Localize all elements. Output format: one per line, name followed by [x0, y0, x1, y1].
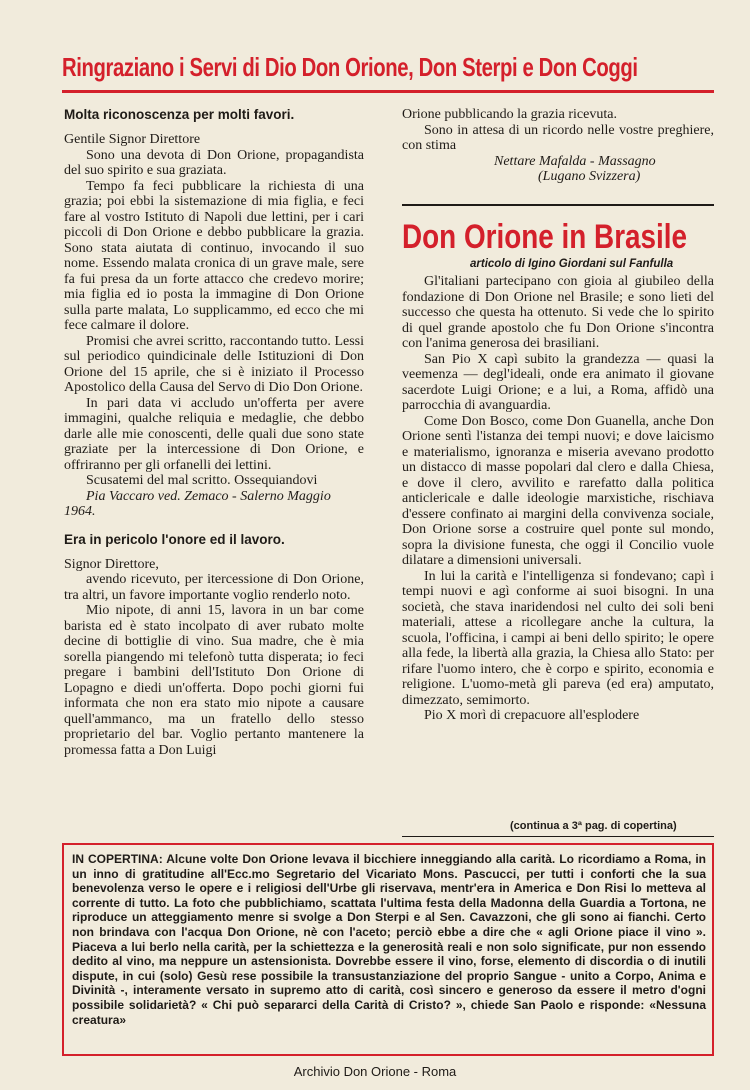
letter1-heading: Molta riconoscenza per molti favori. [64, 107, 295, 122]
letter2-salutation: Signor Direttore, [64, 556, 159, 572]
article-paragraph: In lui la carità e l'intelligenza si fondevano; capì i tempi nuovi e agì conforme ai suoi bisogni. In una società, che stava inaridendosi nel culto dei soli beni materiali, attese a ricollegare anche la cultura, la scuola, l'officina, i campi ai beni dello spirito; le opere alla fede, la libertà alla grazia, la Chiesa allo Stato: per rifare l'uomo intero, che è corpo e spirito, economia e religione. L'uomo-metà gli pareva (ed era) amputato, dimezzato, semimorto. [402, 568, 714, 708]
section-divider [402, 204, 714, 206]
cover-caption-text: Alcune volte Don Orione levava il bicchiere inneggiando alla carità. Lo ricordiamo a Roma, in un inno di gratitudine all'Ecc.mo Segretario del Vicariato Mons. Pascucci, per tutti i conforti che la sua benevolenza verso le opere e i religiosi dell'Urbe gli riservava, mentr'era in America e Don Risi lo metteva al corrente di tutto. La foto che pubblichiamo, scattata l'ultima festa della Madonna della Guardia a Tortona, ne riproduce un atteggiamento menre si svolge a Don Sterpi e al Sen. Cavazzoni, che gli sono ai fianchi. Certo non brindava con l'acqua Don Orione, nè con l'aceto; perciò ebbe a dire che « agli Orione piace il vino ». Piaceva a lui berlo nella carità, per la schiettezza e la generosità reali e non solo significate, pur non essendo dedito al vino, ma neppure un astensionista. Dovrebbe essere il vino, forse, elemento di discordia o di inutili dispute, in cui (solo) Gesù rese possibile la transustanziazione del proprio Sangue - unito a Corpo, Anima e Divinità -, interamente versato in supremo atto di carità, così sincero e generoso da essere il metro d'ogni possibile solidarietà? « Chi può separarci della Carità di Cristo? », chiede San Paolo e risponde: «Nessuna creatura» [72, 852, 707, 1027]
archive-footer: Archivio Don Orione - Roma [293, 1064, 457, 1079]
article-body [402, 274, 714, 724]
letter1-paragraph: Scusatemi del mal scritto. Ossequiandovi [86, 473, 318, 488]
article-paragraph: Come Don Bosco, come Don Guanella, anche Don Orione sentì l'istanza dei tempi nuovi; e dove laicismo e materialismo, ignoranza e miseria avevano prodotto un distacco di masse popolari dal clero e dalla Chiesa, e dove il clero, avvilito e rarefatto dalla politica anticlericale e dalle ideologie marxistiche, rischiava d'essere confinato ai margini della convivenza sociale, Don Orione sorse a costruire quel ponte sul mondo, sopra la divisione funesta, che oggi il Concilio vuole dilatare a dimensioni universali. [402, 413, 714, 568]
article-paragraph: San Pio X capì subito la grandezza — quasi la veemenza — degl'ideali, onde era animato il giovane sacerdote Luigi Orione; e a lui, a Roma, affidò una parrocchia di avanguardia. [402, 351, 714, 413]
cover-caption-label: IN COPERTINA: [72, 852, 163, 866]
article-title: Don Orione in Brasile [402, 218, 688, 256]
letter1-signature: Pia Vaccaro ved. Zemaco - Salerno Maggio 1964. [64, 488, 331, 519]
left-column [64, 107, 364, 758]
article-paragraph: Pio X morì di crepacuore all'esplodere [424, 708, 640, 723]
letter1-paragraph: Promisi che avrei scritto, raccontando tutto. Lessi sul periodico quindicinale delle Istituzioni di Don Orione del 15 aprile, che si è iniziato il Processo Apostolico della Causa del Servo di Dio Don Orione. [64, 333, 364, 395]
letter2-signature-name: Nettare Mafalda - Massagno [494, 153, 656, 169]
letter2-paragraph: Mio nipote, di anni 15, lavora in un bar come barista ed è stato incolpato di aver rubato molte decine di bottiglie di vino. Sua madre, che è mia sorella piangendo mi telefonò tutta disperata; io feci pregare i bambini dell'Istituto Don Orione di Lopagno e diedi un'offerta. Dopo pochi giorni fui informata che non era stato mio nipote a causare quell'ammanco, ma un fratello dello stesso proprietario del bar. Voglio pertanto mantenere la promessa fatta a Don Luigi [64, 603, 364, 758]
right-column-top [402, 107, 714, 185]
letter2-continuation: Orione pubblicando la grazia ricevuta. [402, 107, 617, 122]
letter1-paragraph: In pari data vi accludo un'offerta per avere immagini, qualche reliquia e medaglie, che debbo darle alle mie conoscenti, delle quali due sono state graziate per la intercessione di Don Orione, e offriranno per gli orfanelli dei lettini. [64, 395, 364, 473]
letter2-heading: Era in pericolo l'onore ed il lavoro. [64, 531, 285, 547]
article-byline: articolo di Igino Giordani sul Fanfulla [470, 258, 674, 270]
cover-caption [72, 852, 706, 1027]
continuation-note: (continua a 3ª pag. di copertina) [510, 820, 677, 832]
headline-rule [62, 90, 714, 93]
letter2-signature-place: (Lugano Svizzera) [538, 169, 641, 184]
page-headline: Ringraziano i Servi di Dio Don Orione, Don Sterpi e Don Coggi [62, 52, 638, 82]
letter2-paragraph: avendo ricevuto, per itercessione di Don Orione, tra altri, un favore importante voglio renderlo noto. [64, 572, 364, 603]
letter1-paragraph: Sono una devota di Don Orione, propagandista del suo spirito e sua graziata. [64, 147, 364, 178]
article-paragraph: Gl'italiani partecipano con gioia al giubileo della fondazione di Don Orione nel Brasile; e sono lieti del successo che questa ha ottenuto. Si vede che lo spirito di quel grande apostolo che fu Don Orione s'incontra con l'anima generosa dei brasiliani. [402, 274, 714, 351]
letter1-paragraph: Tempo fa feci pubblicare la richiesta di una grazia; poi ebbi la sistemazione di mia figlia, e feci fare al vostro Istituto di Napoli due lettini, per i cari piccoli di Don Orione e debbo pubblicare la grazia. Sono stata aiutata di continuo, invocando il suo nome. Essendo malata cronica di un grave male, sere fa fui presa da un forte attacco che credevo morire; mia figlia ed io posta la immagine di Don Orione sulla parte malata, Lo supplicammo, ed ecco che mi fece calmare il dolore. [64, 178, 364, 333]
continuation-rule [402, 836, 714, 837]
letter2-closing: Sono in attesa di un ricordo nelle vostre preghiere, con stima [402, 122, 714, 153]
letter1-salutation: Gentile Signor Direttore [64, 132, 201, 147]
